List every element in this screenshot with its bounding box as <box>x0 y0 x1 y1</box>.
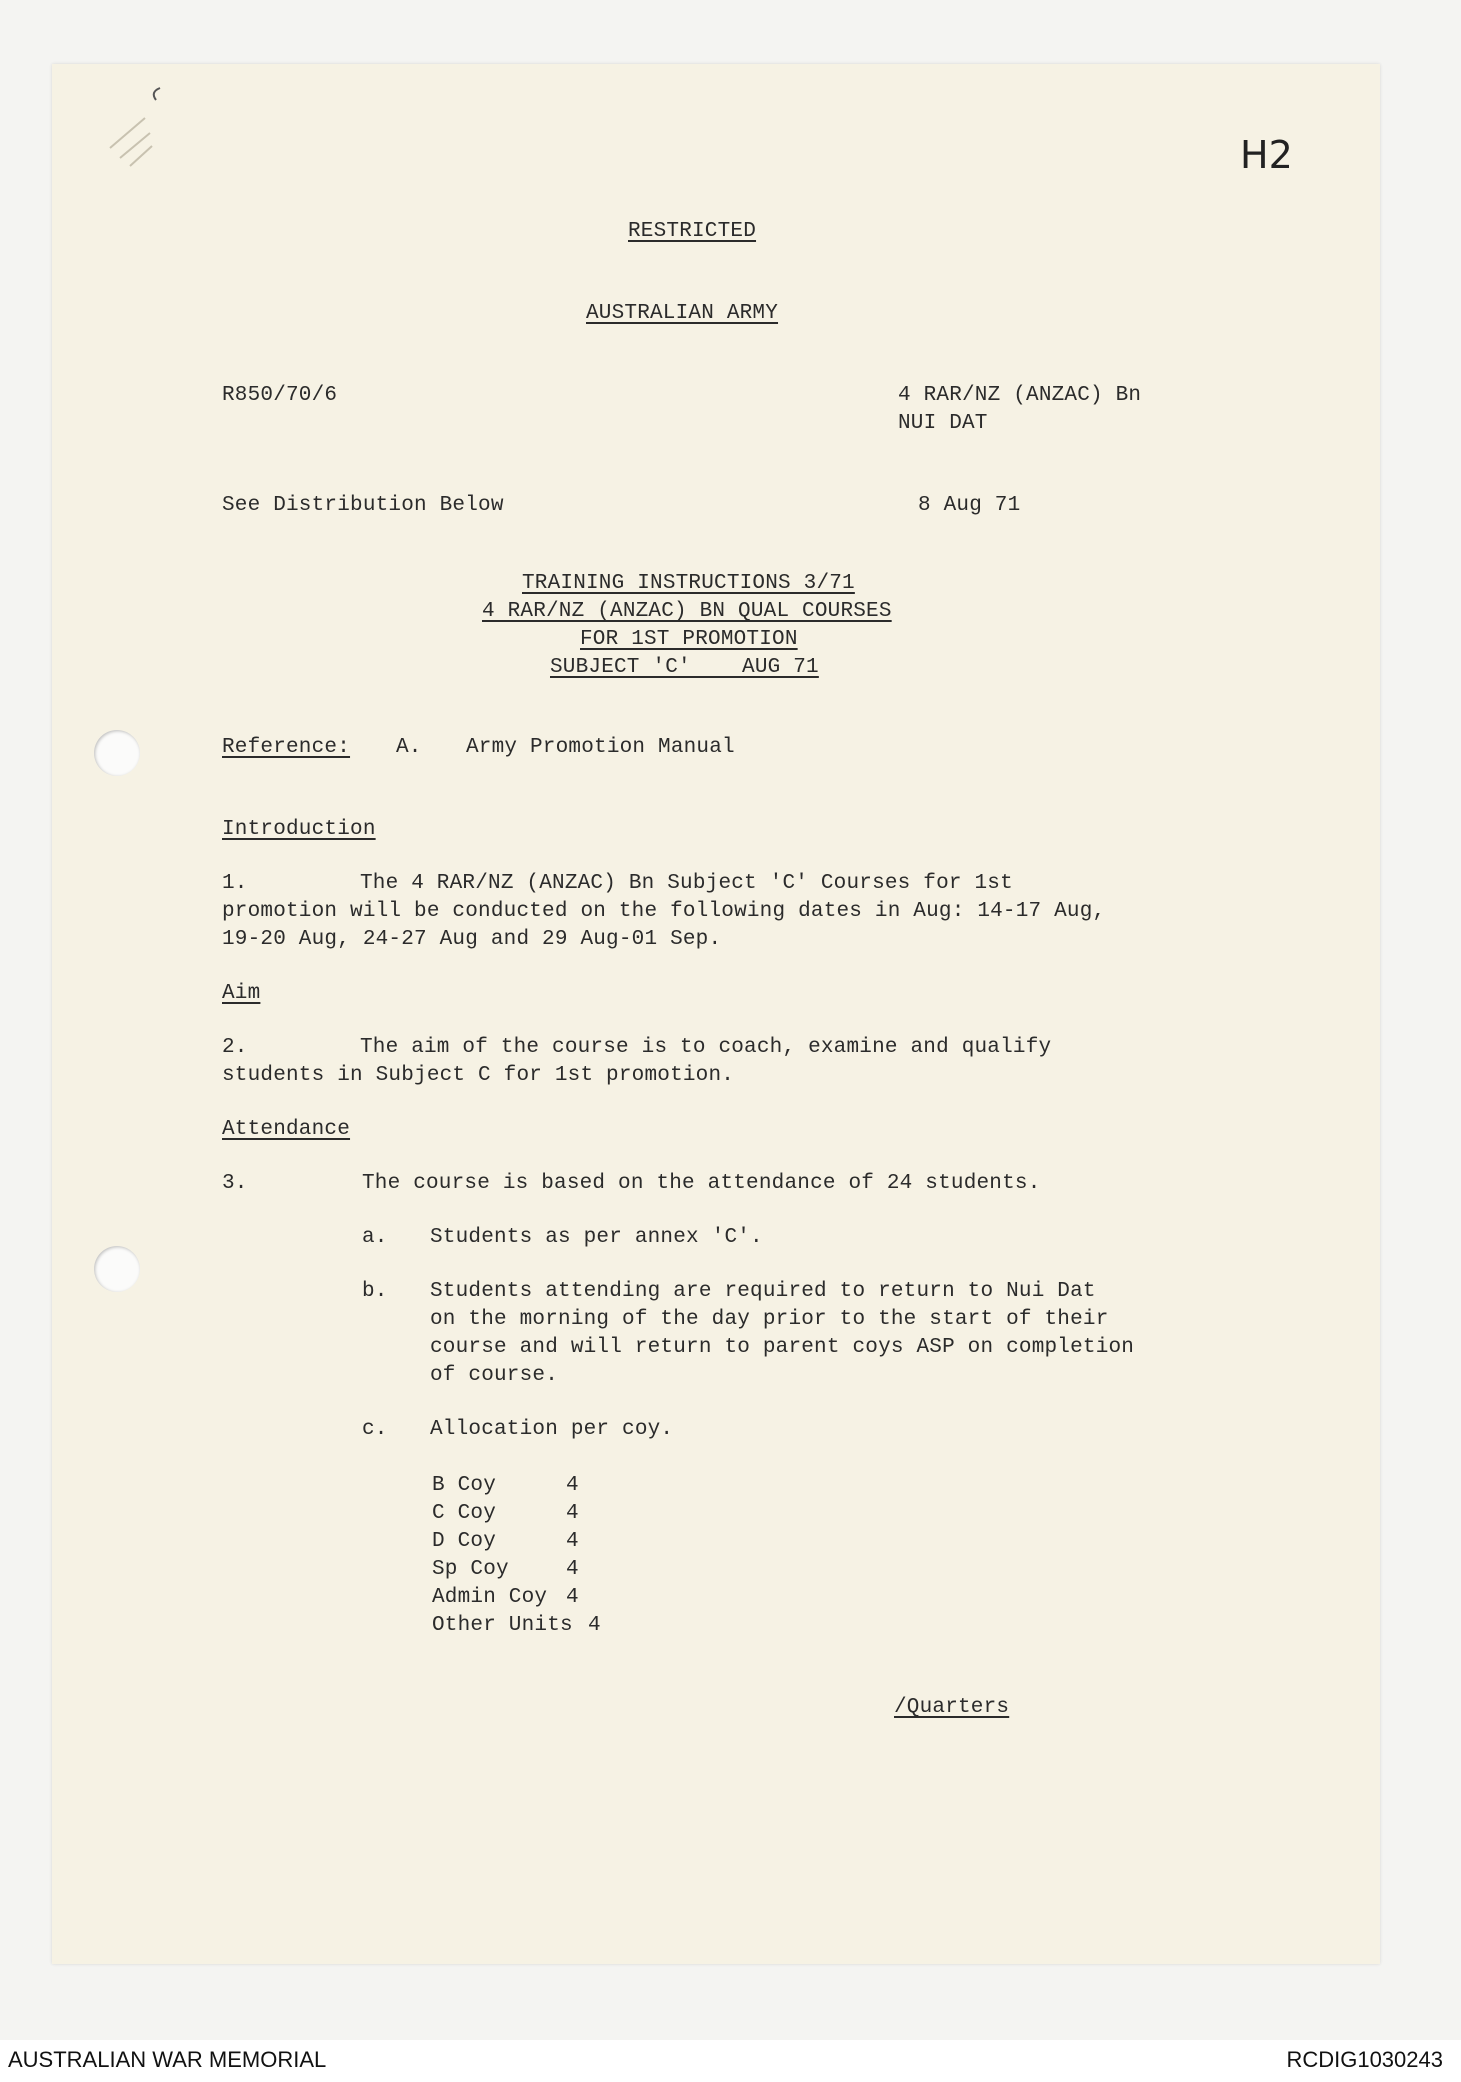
para-1-number: 1. <box>222 872 248 895</box>
para-1-line-1: The 4 RAR/NZ (ANZAC) Bn Subject 'C' Courses for 1st <box>360 872 1013 895</box>
aim-heading: Aim <box>222 982 261 1005</box>
allocation-num: 4 <box>588 1614 601 1637</box>
reference-letter: A. <box>396 736 422 759</box>
sub-c-text: Allocation per coy. <box>430 1418 674 1441</box>
organisation-heading: AUSTRALIAN ARMY <box>586 302 779 325</box>
allocation-num: 4 <box>566 1502 579 1525</box>
allocation-coy: D Coy <box>432 1530 497 1553</box>
title-line-1: TRAINING INSTRUCTIONS 3/71 <box>522 572 855 595</box>
sub-b-line-1: Students attending are required to return to Nui Dat <box>430 1280 1096 1303</box>
document-date: 8 Aug 71 <box>918 494 1021 517</box>
allocation-coy: B Coy <box>432 1474 497 1497</box>
para-2-line-2: students in Subject C for 1st promotion. <box>222 1064 735 1087</box>
title-line-2: 4 RAR/NZ (ANZAC) BN QUAL COURSES <box>482 600 892 623</box>
allocation-num: 4 <box>566 1530 579 1553</box>
sub-b-line-3: course and will return to parent coys ASP on completion <box>430 1336 1135 1359</box>
unit-location: NUI DAT <box>898 412 988 435</box>
para-1-line-2: promotion will be conducted on the following dates in Aug: 14-17 Aug, <box>222 900 1106 923</box>
unit-name: 4 RAR/NZ (ANZAC) Bn <box>898 384 1142 407</box>
handwritten-mark-text: H2 <box>1240 133 1293 177</box>
allocation-num: 4 <box>566 1586 579 1609</box>
allocation-coy: Other Units <box>432 1614 573 1637</box>
attendance-heading: Attendance <box>222 1118 351 1141</box>
reference-label: Reference: <box>222 736 351 759</box>
sub-c-label: c. <box>362 1418 388 1441</box>
classification-heading: RESTRICTED <box>628 220 757 243</box>
continuation-marker: /Quarters <box>894 1696 1010 1719</box>
para-2-number: 2. <box>222 1036 248 1059</box>
document-page <box>52 64 1380 1964</box>
introduction-heading: Introduction <box>222 818 376 841</box>
punch-hole <box>94 1246 140 1292</box>
sub-b-line-4: of course. <box>430 1364 559 1387</box>
distribution-note: See Distribution Below <box>222 494 504 517</box>
sub-b-line-2: on the morning of the day prior to the start of their <box>430 1308 1109 1331</box>
para-1-line-3: 19-20 Aug, 24-27 Aug and 29 Aug-01 Sep. <box>222 928 722 951</box>
allocation-num: 4 <box>566 1474 579 1497</box>
reference-text: Army Promotion Manual <box>466 736 735 759</box>
para-3-text: The course is based on the attendance of 24 students. <box>362 1172 1041 1195</box>
pencil-scribble-mark <box>90 78 200 188</box>
archive-identifier: RCDIG1030243 <box>1286 2047 1443 2072</box>
sub-a-text: Students as per annex 'C'. <box>430 1226 763 1249</box>
sub-b-label: b. <box>362 1280 388 1303</box>
punch-hole <box>94 730 140 776</box>
allocation-num: 4 <box>566 1558 579 1581</box>
allocation-coy: C Coy <box>432 1502 497 1525</box>
handwritten-h2-mark <box>1240 120 1320 180</box>
file-reference: R850/70/6 <box>222 384 338 407</box>
title-line-4: SUBJECT 'C' AUG 71 <box>550 656 819 679</box>
sub-a-label: a. <box>362 1226 388 1249</box>
para-2-line-1: The aim of the course is to coach, examine and qualify <box>360 1036 1052 1059</box>
allocation-coy: Sp Coy <box>432 1558 509 1581</box>
title-line-3: FOR 1ST PROMOTION <box>580 628 798 651</box>
allocation-coy: Admin Coy <box>432 1586 548 1609</box>
para-3-number: 3. <box>222 1172 248 1195</box>
archive-credit: AUSTRALIAN WAR MEMORIAL <box>8 2047 327 2072</box>
